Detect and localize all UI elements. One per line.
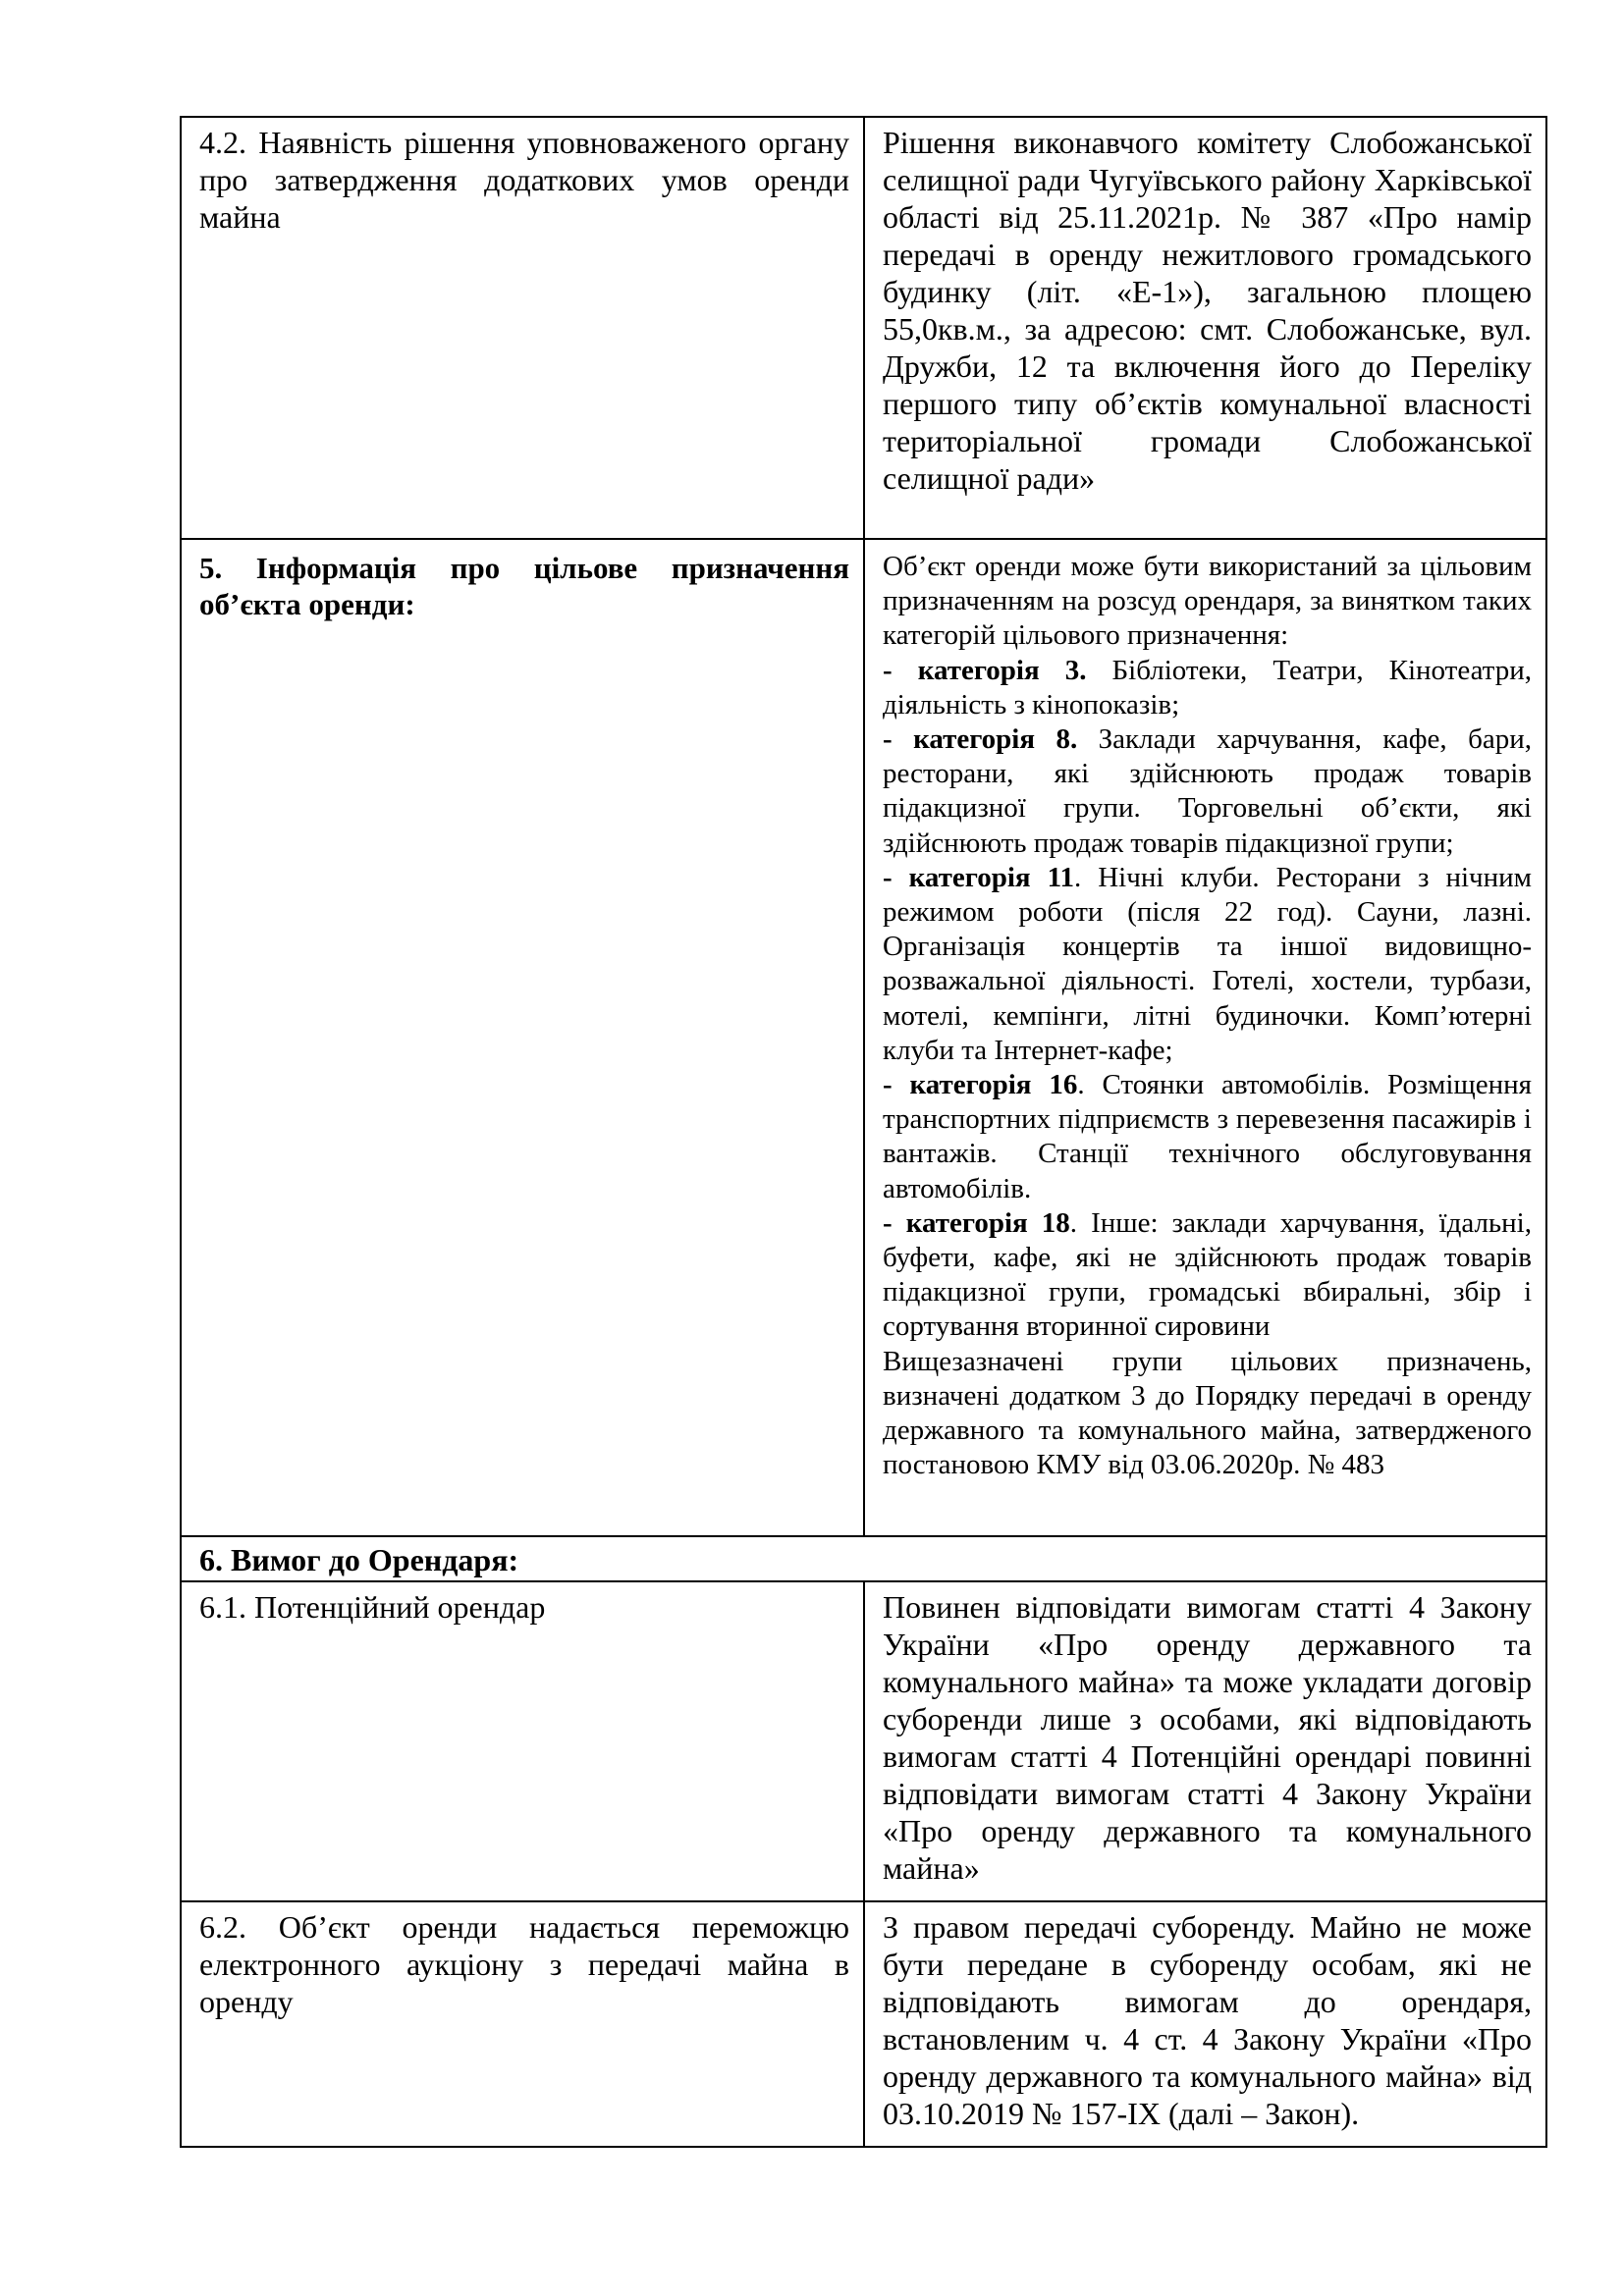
category-18-key: - категорія 18 xyxy=(883,1206,1070,1239)
category-8-key: - категорія 8. xyxy=(883,723,1078,756)
category-11-text: . Нічні клуби. Ресторани з нічним режимом роботи (після 22 год). Сауни, лазні. Організація концертів та іншої видовищно-розважальної діяльності. Готелі, хостели, турбази, мотелі, кемпінги, літні будиночки. Комп’ютерні клуби та Інтернет-кафе; xyxy=(883,861,1532,1066)
conditions-table xyxy=(180,116,1547,2148)
row-4-2-label: 4.2. Наявність рішення уповноваженого органу про затвердження додаткових умов оренди майна xyxy=(181,117,864,539)
category-11 xyxy=(883,861,1532,1068)
category-3-key: - категорія 3. xyxy=(883,654,1087,686)
category-8-text: Заклади харчування, кафе, бари, ресторани, які здійснюють продаж товарів підакцизної групи. Торговельні об’єкти, які здійснюють продаж товарів підакцизної групи; xyxy=(883,723,1532,859)
category-11-key: - категорія 11 xyxy=(883,861,1074,893)
row-5-label: 5. Інформація про цільове призначення об’єкта оренди: xyxy=(181,539,864,1536)
row-5-value xyxy=(864,539,1546,1536)
category-16-text: . Стоянки автомобілів. Розміщення транспортних підприємств з перевезення пасажирів і вантажів. Станції технічного обслуговування автомобілів. xyxy=(883,1069,1532,1204)
category-18-text: . Інше: заклади харчування, їдальні, буфети, кафе, які не здійснюють продаж товарів підакцизної групи, громадські вбиральні, збір і сортування вторинної сировини xyxy=(883,1206,1532,1343)
table-row-6-2 xyxy=(181,1901,1546,2147)
category-16-key: - категорія 16 xyxy=(883,1069,1078,1101)
table-row-6-1 xyxy=(181,1581,1546,1901)
row-6-2-value: З правом передачі суборенду. Майно не може бути передане в суборенду особам, які не відповідають вимогам до орендаря, встановленим ч. 4 ст. 4 Закону України «Про оренду державного та комунального майна» від 03.10.2019 № 157-ІХ (далі – Закон). xyxy=(864,1901,1546,2147)
row-6-1-value: Повинен відповідати вимогам статті 4 Закону України «Про оренду державного та комунального майна» та може укладати договір суборенди лише з особами, які відповідають вимогам статті 4 Потенційні орендарі повинні відповідати вимогам статті 4 Закону України «Про оренду державного та комунального майна» xyxy=(864,1581,1546,1901)
section-6-header: 6. Вимог до Орендаря: xyxy=(181,1536,1546,1581)
table-row-6-header xyxy=(181,1536,1546,1581)
row-6-1-label: 6.1. Потенційний орендар xyxy=(181,1581,864,1901)
category-3-text: Бібліотеки, Театри, Кінотеатри, діяльність з кінопоказів; xyxy=(883,654,1532,721)
category-18 xyxy=(883,1206,1532,1345)
category-8 xyxy=(883,722,1532,861)
row-6-2-label: 6.2. Об’єкт оренди надається переможцю електронного аукціону з передачі майна в оренду xyxy=(181,1901,864,2147)
category-16 xyxy=(883,1068,1532,1206)
purpose-footer: Вищезазначені групи цільових призначень, визначені додатком 3 до Порядку передачі в оренду державного та комунального майна, затвердженого постановою КМУ від 03.06.2020р. № 483 xyxy=(883,1345,1532,1481)
table-row-4-2 xyxy=(181,117,1546,539)
purpose-intro: Об’єкт оренди може бути використаний за цільовим призначенням на розсуд орендаря, за винятком таких категорій цільового призначення: xyxy=(883,551,1532,652)
category-3 xyxy=(883,654,1532,722)
row-4-2-value: Рішення виконавчого комітету Слобожанської селищної ради Чугуївського району Харківської області від 25.11.2021р. № 387 «Про намір передачі в оренду нежитлового громадського будинку (літ. «Е-1»), загальною площею 55,0кв.м., за адресою: смт. Слобожанське, вул. Дружби, 12 та включення його до Переліку першого типу об’єктів комунальної власності територіальної громади Слобожанської селищної ради» xyxy=(864,117,1546,539)
table-row-5 xyxy=(181,539,1546,1536)
